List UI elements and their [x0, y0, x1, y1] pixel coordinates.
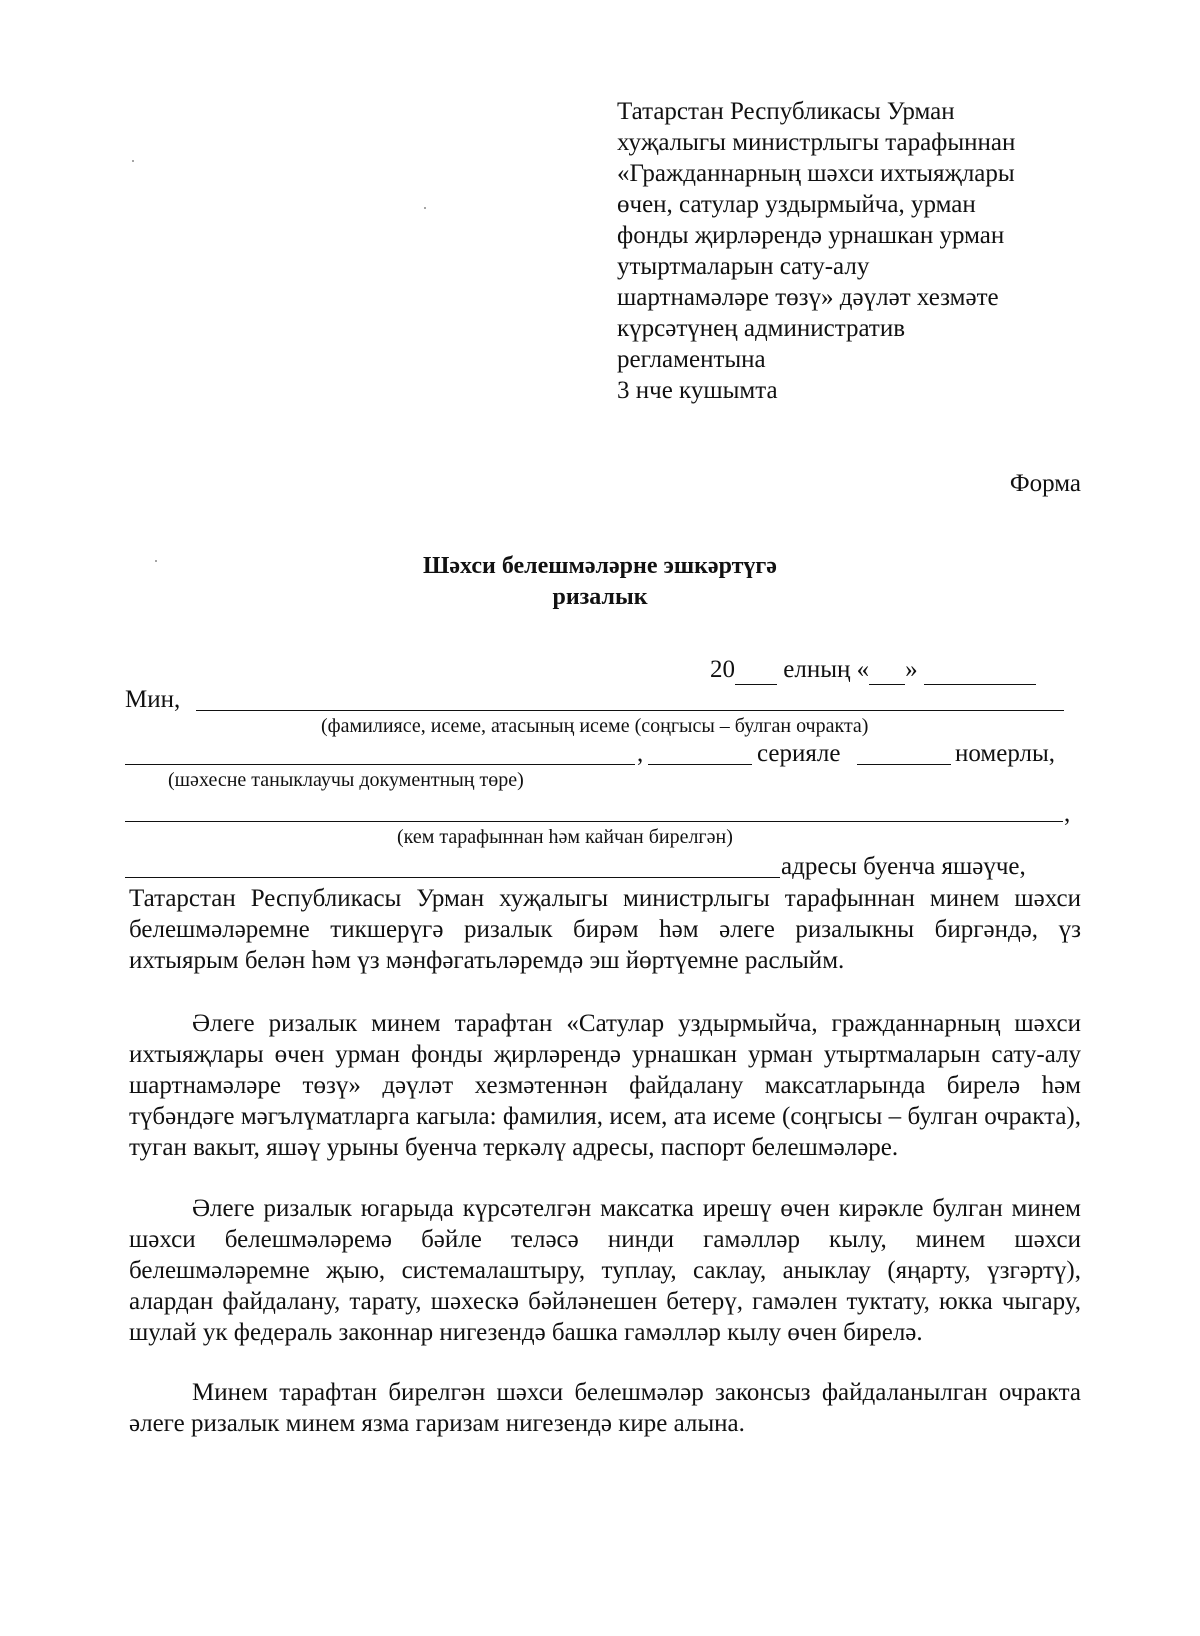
day-blank[interactable] — [869, 656, 905, 685]
close-quote: » — [905, 656, 918, 683]
paragraph-actions: Әлеге ризалык югарыда күрсәтелгән максатка ирешү өчен кирәкле булган минем шәхси белешмәләремә бәйле теләсә нинди гамәлләр кылу, минем шәхси белешмәләремне җыю, системалаштыру, туплау, саклау, аныклау (яңарту, үзгәртү), алардан файдалану, тарату, шәхескә бәйләнешен бетерү, гамәлен туктату, юкка чыгару, шулай ук федераль законнар нигезендә башка гамәлләр кылу өчен бирелә. — [129, 1195, 1081, 1346]
series-label: серияле — [757, 740, 841, 767]
paragraph-withdrawal: Минем тарафтан бирелгән шәхси белешмәләр законсыз файдаланылган очракта әлеге ризалык минем язма гаризам нигезендә кире алына. — [129, 1379, 1081, 1437]
paragraph-purpose: Әлеге ризалык минем тарафтан «Сатулар уздырмыйча, гражданнарның шәхси ихтыяҗлары өчен урман фонды җирләрендә урнашкан урман утыртмаларын сату-алу шартнамәләре төзү» дәүләт хезмәтеннән файдалану максатларында бирелә һәм түбәндәге мәгълүматларга кагыла: фамилия, исем, ата исеме (соңгысы – булган очракта), туган вакыт, яшәү урыны буенча теркәлү адресы, паспорт белешмәләре. — [129, 1010, 1081, 1161]
min-label: Мин, — [125, 686, 181, 713]
scan-speck — [424, 207, 426, 209]
number-label: номерлы, — [955, 740, 1056, 767]
issued-caption: (кем тарафыннан һәм кайчан бирелгән) — [397, 826, 733, 848]
header-line: күрсәтүнең административ — [617, 315, 906, 342]
header-line: өчен, сатулар уздырмыйча, урман — [617, 191, 976, 218]
fio-blank[interactable] — [196, 710, 1064, 711]
form-label: Форма — [1009, 470, 1081, 497]
document-subtitle: ризалык — [552, 584, 648, 610]
document-title: Шәхси белешмәләрне эшкәртүгә — [423, 553, 777, 579]
address-blank[interactable] — [125, 877, 780, 878]
header-line: регламентына — [617, 346, 766, 373]
scan-speck — [155, 560, 157, 562]
year-suffix: елның « — [783, 656, 870, 683]
header-line: фонды җирләрендә урнашкан урман — [617, 222, 1005, 249]
document-type-blank[interactable] — [125, 764, 635, 765]
date-line — [710, 656, 1036, 685]
header-line: шартнамәләре төзү» дәүләт хезмәте — [617, 284, 999, 311]
paragraph-consent: Татарстан Республикасы Урман хуҗалыгы министрлыгы тарафыннан минем шәхси белешмәләремне тикшерүгә ризалык бирәм һәм әлеге ризалыкны биргәндә, үз ихтыярым белән һәм үз мәнфәгатьләремдә эш йөртүемне раслыйм. — [129, 885, 1081, 974]
document-caption: (шәхесне таныклаучы документның төре) — [168, 769, 524, 791]
header-line: Татарстан Республикасы Урман — [617, 98, 955, 125]
fio-caption: (фамилиясе, исеме, атасының исеме (соңгысы – булган очракта) — [321, 715, 869, 737]
appendix-header — [617, 96, 1015, 406]
issued-comma: , — [1064, 800, 1071, 827]
year-blank[interactable] — [735, 656, 777, 685]
series-prefix-blank[interactable] — [648, 764, 752, 765]
address-label: адресы буенча яшәүче, — [781, 853, 1026, 880]
header-line: хуҗалыгы министрлыгы тарафыннан — [617, 129, 1016, 156]
scan-speck — [132, 160, 134, 162]
comma: , — [637, 740, 644, 767]
header-line: утыртмаларын сату-алу — [617, 253, 870, 280]
month-blank[interactable] — [924, 656, 1036, 685]
header-line: «Гражданнарның шәхси ихтыяҗлары — [617, 160, 1015, 187]
year-prefix: 20 — [710, 656, 735, 683]
header-line: 3 нче кушымта — [617, 377, 778, 404]
issued-by-blank[interactable] — [125, 821, 1063, 822]
series-blank[interactable] — [857, 764, 951, 765]
